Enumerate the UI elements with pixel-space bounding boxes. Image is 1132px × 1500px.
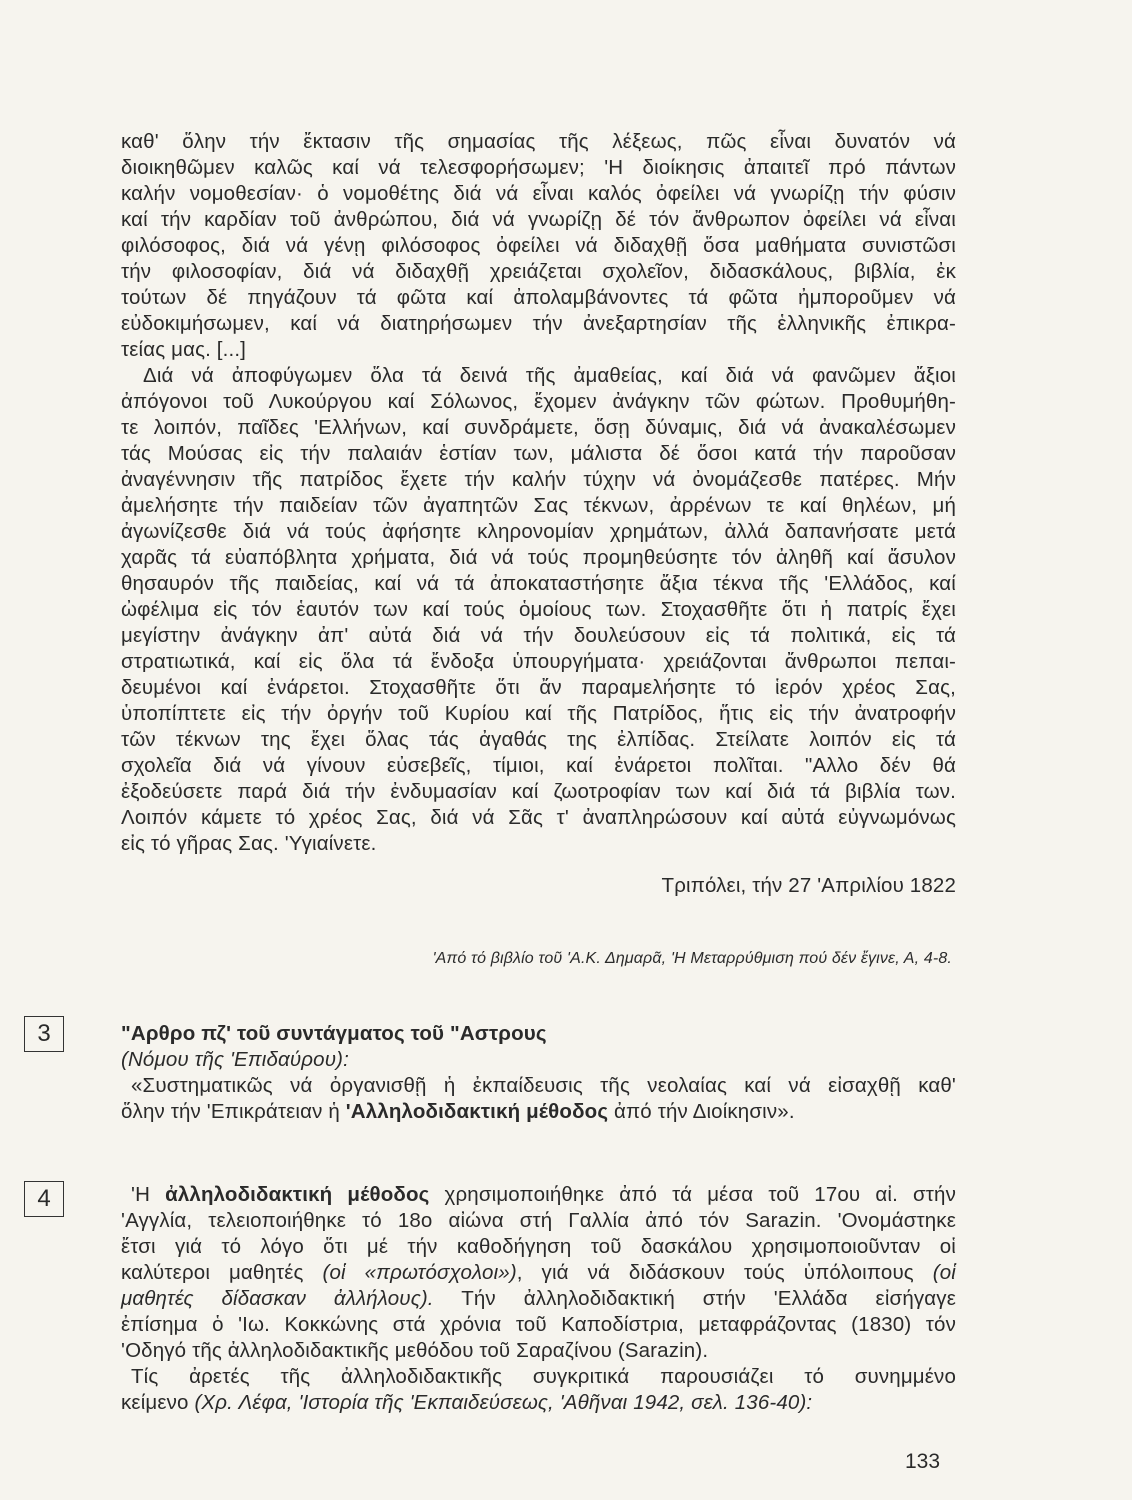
text-span: καλύτεροι μαθητές — [121, 1261, 323, 1284]
letter-line: φιλόσοφος, διά νά γένῃ φιλόσοφος ὀφείλει νά διδαχθῇ ὅσα μαθήματα συνιστῶσι — [121, 234, 956, 257]
letter-line: ἀμελήσητε τήν παιδείαν τῶν ἀγαπητῶν Σας τέκνων, ἀρρένων τε καί θηλέων, μή — [121, 494, 956, 517]
letter-line: τείας μας. [...] — [121, 338, 247, 361]
paragraph-line — [131, 1182, 956, 1208]
letter-line: ὑποπίπτετε εἰς τήν ὀργήν τοῦ Κυρίου καί τῆς Πατρίδος, ἥτις εἰς τήν ἀνατροφήν — [121, 702, 956, 725]
text-span: Τήν ἀλληλοδιδακτική στήν 'Ελλάδα εἰσήγαγε — [433, 1287, 956, 1310]
paragraph-line — [121, 1260, 956, 1286]
letter-line: εἰς τό γῆρας Σας. 'Υγιαίνετε. — [121, 832, 377, 855]
quote-line — [121, 1099, 956, 1125]
italic-span: (οἱ — [932, 1261, 956, 1284]
source-citation: 'Από τό βιβλίο τοῦ 'Α.Κ. Δημαρᾶ, 'Η Μεταρρύθμιση πού δέν ἔγινε, Α, 4-8. — [432, 950, 952, 967]
letter-line: τάς Μούσας εἰς τήν παλαιάν ἑστίαν των, μάλιστα δέ ὅσοι κατά τήν παροῦσαν — [121, 442, 956, 465]
paragraph-line: 'Οδηγό τῆς ἀλληλοδιδακτικῆς μεθόδου τοῦ Σαραζίνου (Sarazin). — [121, 1339, 709, 1362]
letter-line: τούτων δέ πηγάζουν τά φῶτα καί ἀπολαμβάνοντες τά φῶτα ἠμποροῦμεν νά — [121, 286, 956, 309]
quote-line: «Συστηματικῶς νά ὀργανισθῇ ἡ ἐκπαίδευσις τῆς νεολαίας καί νά εἰσαχθῇ καθ' — [131, 1074, 956, 1097]
paragraph-line — [121, 1286, 956, 1312]
section-subtitle: (Νόμου τῆς 'Επιδαύρου): — [121, 1048, 349, 1071]
paragraph-line: ἐπίσημα ὁ 'Ιω. Κοκκώνης στά χρόνια τοῦ Καποδίστρια, μεταφράζοντας (1830) τόν — [121, 1313, 956, 1336]
paragraph-line — [121, 1390, 956, 1416]
bold-term: ἀλληλοδιδακτική μέθοδος — [165, 1183, 430, 1206]
letter-line: Λοιπόν κάμετε τό χρέος Σας, διά νά Σᾶς τ' ἀναπληρώσουν καί αὐτά εὐγνωμόνως — [121, 806, 956, 829]
section-title: "Αρθρο πζ' τοῦ συντάγματος τοῦ "Αστρους — [121, 1022, 547, 1045]
letter-line: τήν φιλοσοφίαν, διά νά διδαχθῇ χρειάζεται σχολεῖον, διδασκάλους, βιβλία, ἐκ — [121, 260, 956, 283]
letter-line: ἀναγέννησιν τῆς πατρίδος ἔχετε τήν καλήν τύχην νά ὀνομάζεσθε πατέρες. Μήν — [121, 468, 956, 491]
letter-line: καλήν νομοθεσίαν· ὁ νομοθέτης διά νά εἶναι καλός ὀφείλει νά γνωρίζῃ τήν φύσιν — [121, 182, 956, 205]
italic-span: μαθητές δίδασκαν ἀλλήλους). — [121, 1287, 434, 1310]
page-number: 133 — [905, 1450, 941, 1473]
letter-line: τῶν τέκνων της ἔχει ὅλας τάς ἀγαθάς της ἐλπίδας. Στείλατε λοιπόν εἰς τά — [121, 728, 956, 751]
paragraph-line: ἔτσι γιά τό λόγο ὅτι μέ τήν καθοδήγηση τοῦ δασκάλου χρησιμοποιοῦνταν οἱ — [121, 1235, 956, 1258]
italic-span: (Χρ. Λέφα, 'Ιστορία τῆς 'Εκπαιδεύσεως, 'Αθῆναι 1942, σελ. 136-40): — [194, 1391, 813, 1414]
paragraph-line: 'Αγγλία, τελειοποιήθηκε τό 18ο αἰώνα στή Γαλλία ἀπό τόν Sarazin. 'Ονομάστηκε — [121, 1209, 956, 1232]
section-number-box: 3 — [24, 1016, 64, 1052]
italic-span: (οἱ «πρωτόσχολοι») — [322, 1261, 517, 1284]
letter-line: Διά νά ἀποφύγωμεν ὅλα τά δεινά τῆς ἀμαθείας, καί διά νά φανῶμεν ἄξιοι — [143, 364, 956, 387]
letter-line: ἀπόγονοι τοῦ Λυκούργου καί Σόλωνος, ἔχομεν ἀνάγκην τῶν φώτων. Προθυμήθη- — [121, 390, 956, 413]
letter-line: στρατιωτικά, καί εἰς ὅλα τά ἔνδοξα ὑπουργήματα· χρειάζονται ἄνθρωποι πεπαι- — [121, 650, 956, 673]
letter-line: διοικηθῶμεν καλῶς καί νά τελεσφορήσωμεν; 'Η διοίκησις ἀπαιτεῖ πρό πάντων — [121, 156, 956, 179]
letter-signoff: Τριπόλει, τήν 27 'Απριλίου 1822 — [661, 874, 956, 897]
text-span: 'Η — [131, 1183, 166, 1206]
text-span: , γιά νά διδάσκουν τούς ὑπόλοιπους — [516, 1261, 933, 1284]
letter-line: εὐδοκιμήσωμεν, καί νά διατηρήσωμεν τήν ἀνεξαρτησίαν τῆς ἑλληνικῆς ἐπικρα- — [121, 312, 956, 335]
letter-line: ὠφέλιμα εἰς τόν ἑαυτόν των καί τούς ὁμοίους των. Στοχασθῆτε ὅτι ἡ πατρίς ἔχει — [121, 598, 956, 621]
bold-term: 'Αλληλοδιδακτική μέθοδος — [345, 1100, 609, 1123]
letter-line: δευμένοι καί ἐνάρετοι. Στοχασθῆτε ὅτι ἄν παραμελήσητε τό ἱερόν χρέος Σας, — [121, 676, 956, 699]
letter-line: χαρᾶς τά εὐαπόβλητα χρήματα, διά νά τούς προμηθεύσητε τόν ἀληθῆ καί ἄσυλον — [121, 546, 956, 569]
letter-line: θησαυρόν τῆς παιδείας, καί νά τά ἀποκαταστήσητε ἄξια τέκνα τῆς 'Ελλάδος, καί — [121, 572, 956, 595]
letter-line: τε λοιπόν, παῖδες 'Ελλήνων, καί συνδράμετε, ὅσῃ δύναμις, διά νά ἀνακαλέσωμεν — [121, 416, 956, 439]
letter-line: ἀγωνίζεσθε διά νά τούς ἀφήσητε κληρονομίαν χρημάτων, ἀλλά δαπανήσατε μετά — [121, 520, 956, 543]
letter-line: μεγίστην ἀνάγκην ἀπ' αὐτά διά νά τήν δουλεύσουν εἰς τά πολιτικά, εἰς τά — [121, 624, 956, 647]
text-span: ἀπό τήν Διοίκησιν». — [608, 1100, 795, 1123]
letter-line: καί τήν καρδίαν τοῦ ἀνθρώπου, διά νά γνωρίζῃ δέ τόν ἄνθρωπον ὀφείλει νά εἶναι — [121, 208, 956, 231]
section-number-box: 4 — [24, 1181, 64, 1217]
letter-line: ἐξοδεύσετε παρά διά τήν ἐνδυμασίαν καί ζωοτροφίαν των καί διά τά βιβλία των. — [121, 780, 956, 803]
text-span: χρησιμοποιήθηκε ἀπό τά μέσα τοῦ 17ου αἰ. στήν — [429, 1183, 956, 1206]
letter-line: καθ' ὅλην τήν ἔκτασιν τῆς σημασίας τῆς λέξεως, πῶς εἶναι δυνατόν νά — [121, 130, 956, 153]
letter-line: σχολεῖα διά νά γίνουν εὐσεβεῖς, τίμιοι, καί ἐνάρετοι πολῖται. "Αλλο δέν θά — [121, 754, 956, 777]
paragraph-line: Τίς ἀρετές τῆς ἀλληλοδιδακτικῆς συγκριτικά παρουσιάζει τό συνημμένο — [131, 1365, 956, 1388]
text-span: κείμενο — [121, 1391, 195, 1414]
text-span: ὅλην τήν 'Επικράτειαν ἡ — [121, 1100, 346, 1123]
